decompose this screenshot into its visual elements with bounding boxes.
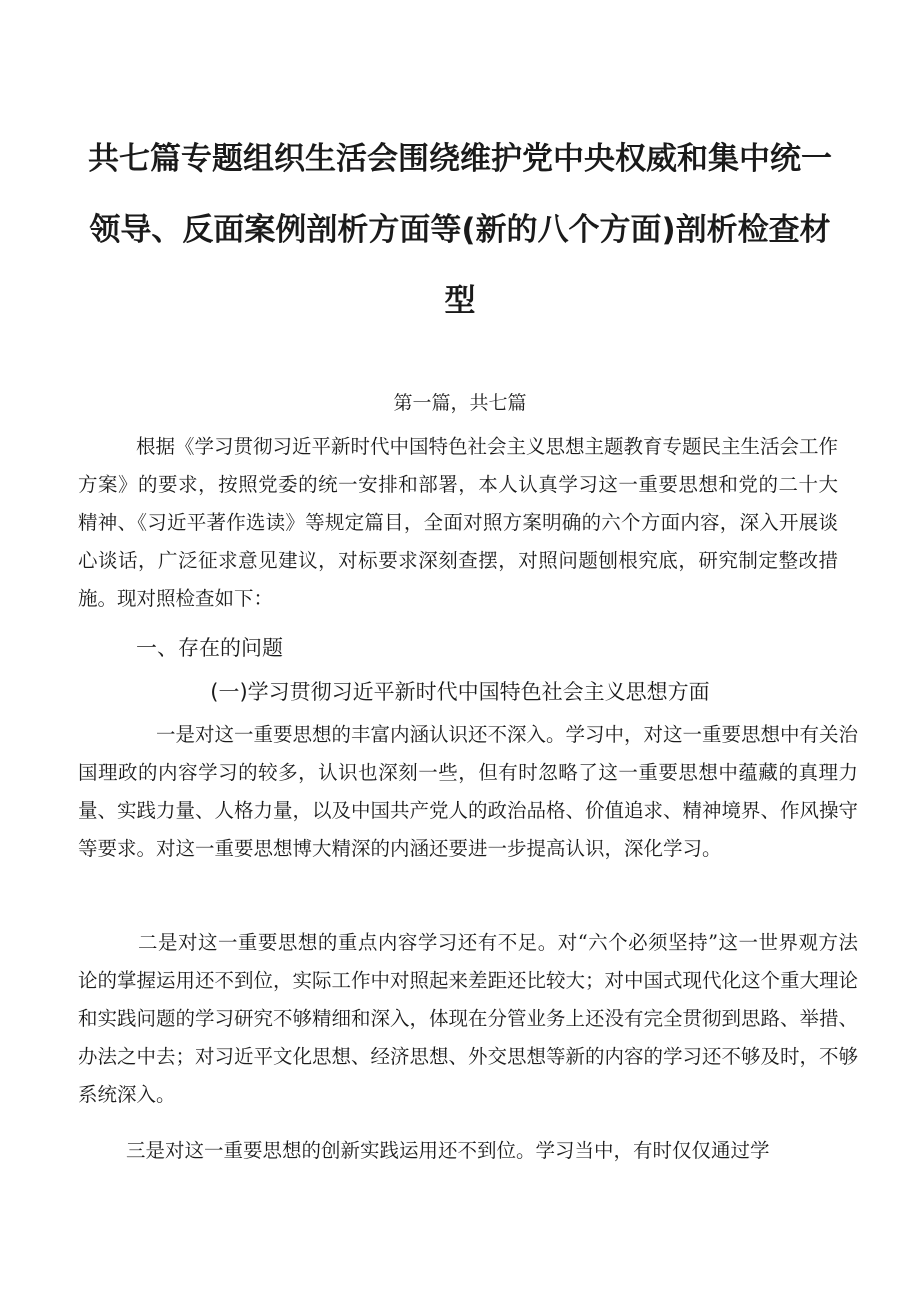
intro-paragraph: 根据《学习贯彻习近平新时代中国特色社会主义思想主题教育专题民主生活会工作方案》的要求，按照党委的统一安排和部署，本人认真学习这一重要思想和党的二十大精神、《习近平著作选读》等规定篇目，全面对照方案明确的六个方面内容，深入开展谈心谈话，广泛征求意见建议，对标要求深刻查摆，对照问题刨根究底，研究制定整改措施。现对照检查如下： [78,435,839,610]
body-paragraph-1: 一是对这一重要思想的丰富内涵认识还不深入。学习中，对这一重要思想中有关治国理政的内容学习的较多，认识也深刻一些，但有时忽略了这一重要思想中蕴藏的真理力量、实践力量、人格力量，以及中国共产党人的政治品格、价值追求、精神境界、作风操守等要求。对这一重要思想博大精深的内涵还要进一步提高认识，深化学习。 [78,723,859,860]
document-title-line-2: 领导、反面案例剖析方面等(新的八个方面)剖析检查材 [89,212,831,248]
body-paragraph-3: 三是对这一重要思想的创新实践运用还不到位。学习当中，有时仅仅通过学 [126,1139,770,1162]
subsection-heading: (一)学习贯彻习近平新时代中国特色社会主义思想方面 [210,680,710,704]
document-title-line-1: 共七篇专题组织生活会围绕维护党中央权威和集中统一 [88,141,832,177]
document-subtitle: 第一篇，共七篇 [393,392,527,414]
body-paragraph-2: 二是对这一重要思想的重点内容学习还有不足。对“六个必须坚持”这一世界观方法论的掌握运用还不到位，实际工作中对照起来差距还比较大；对中国式现代化这个重大理论和实践问题的学习研究不够精细和深入，体现在分管业务上还没有完全贯彻到思路、举措、办法之中去；对习近平文化思想、经济思想、外交思想等新的内容的学习还不够及时，不够系统深入。 [78,931,859,1106]
section-heading: 一、存在的问题 [136,636,283,660]
document-title-line-3: 型 [444,283,476,319]
